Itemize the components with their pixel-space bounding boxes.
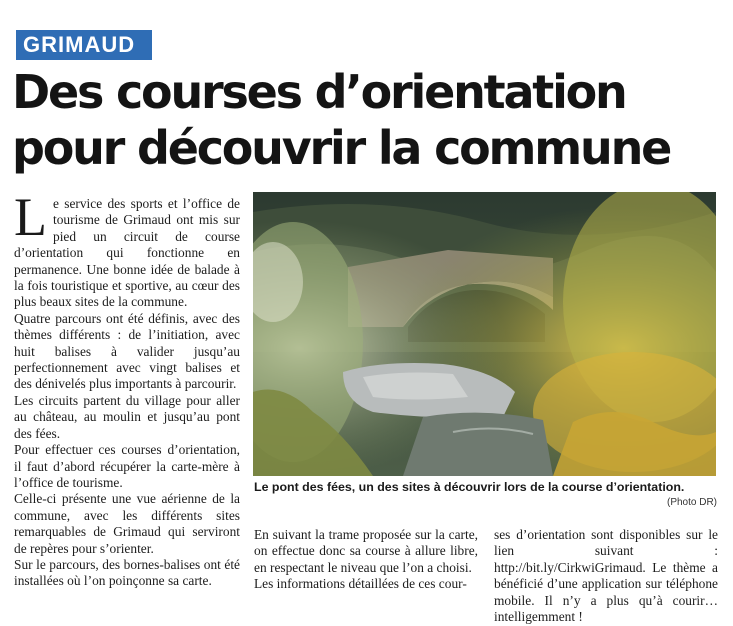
body-column-2 (254, 527, 478, 593)
photo-caption: Le pont des fées, un des sites à découvrir lors de la course d’orientation. (254, 480, 685, 494)
paragraph-1 (14, 187, 240, 311)
body-column-3 (494, 527, 718, 625)
body-column-1 (14, 187, 240, 590)
paragraph-5: Celle-ci présente une vue aérienne de la commune, avec les différents sites remarquables de Grimaud qui serviront de repères pour s’orienter. (14, 491, 240, 556)
paragraph-9: ses d’orientation sont disponibles sur le lien suivant : http://bit.ly/CirkwiGrimaud. Le thème a bénéficié d’une application sur téléphone mobile. Il n’y a plus qu’à courir… intelligemment ! (494, 527, 718, 625)
paragraph-8: Les informations détaillées de ces cour- (254, 576, 467, 592)
drop-cap: L (14, 187, 47, 247)
paragraph-3: Les circuits partent du village pour aller au château, au moulin et jusqu’au pont des fées. (14, 392, 240, 441)
bridge-photo-illustration (253, 192, 716, 476)
paragraph-4: Pour effectuer ces courses d’orientation, il faut d’abord récupérer la carte-mère à l’office de tourisme. (14, 442, 240, 490)
headline-line-1: Des courses d’orientation (12, 65, 626, 119)
paragraph-7: En suivant la trame proposée sur la carte, on effectue donc sa course à allure libre, en respectant le niveau que l’on a choisi. (254, 527, 478, 575)
article-photo-bridge (253, 192, 716, 476)
section-kicker: GRIMAUD (16, 30, 152, 60)
paragraph-2: Quatre parcours ont été définis, avec des thèmes différents : de l’initiation, avec huit balises à valider jusqu’au perfectionnement avec vingt balises et des dénivelés plus importants à parcourir. (14, 310, 240, 392)
paragraph-6: Sur le parcours, des bornes-balises ont été installées où l’on poinçonne sa carte. (14, 556, 240, 589)
photo-credit: (Photo DR) (666, 497, 717, 508)
headline-line-2: pour découvrir la commune (12, 121, 671, 175)
paragraph-1-text: e service des sports et l’office de tourisme de Grimaud ont mis sur pied un circuit de course d’orientation qui fonctionne en permanence. Une bonne idée de balade à la fois touristique et sportive, au cœur des plus beaux sites de la commune. (14, 196, 240, 310)
headline (12, 64, 727, 176)
